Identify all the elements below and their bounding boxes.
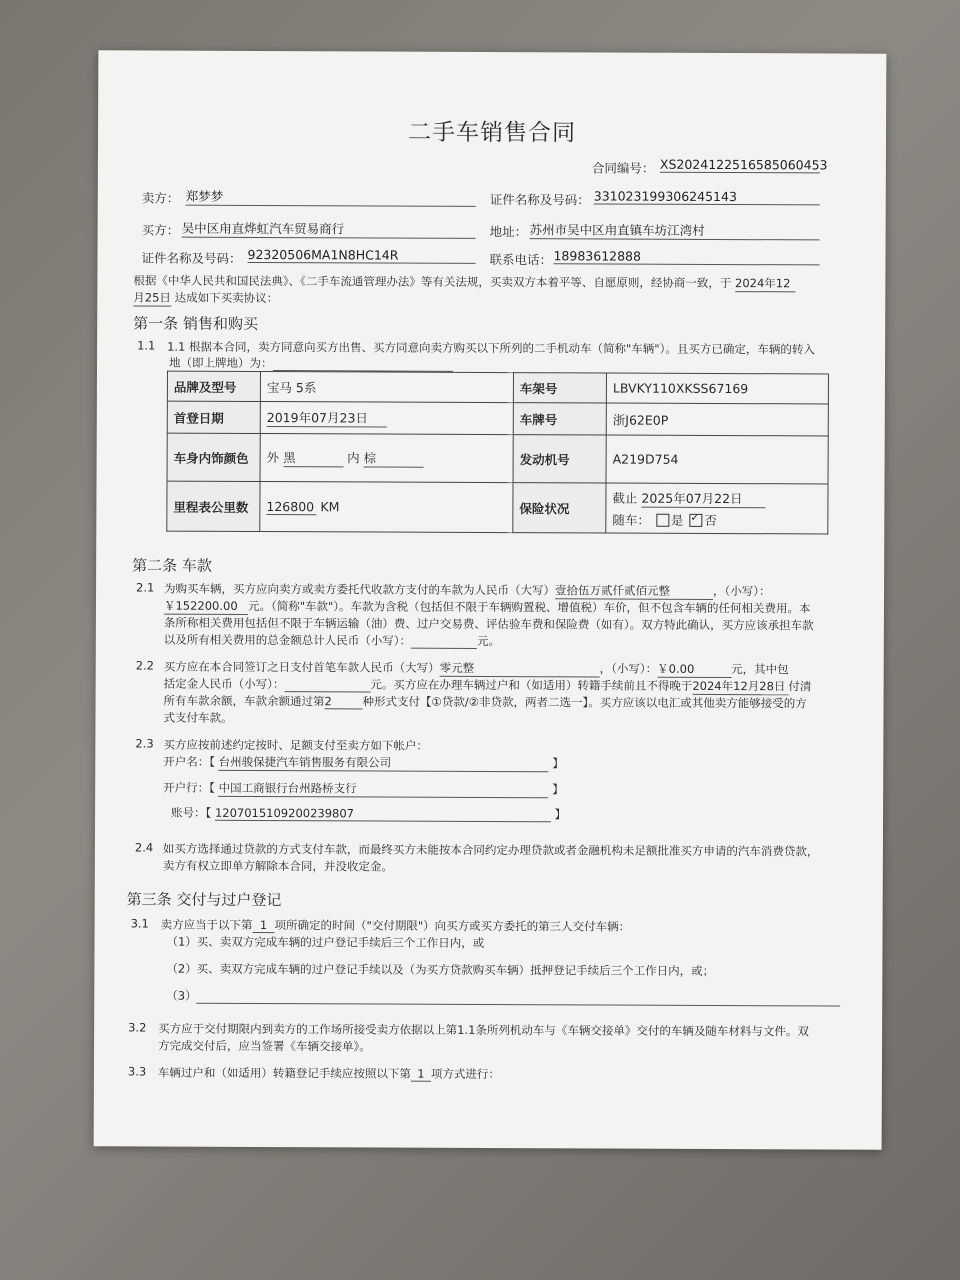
p24-line-1: 如买方选择通过贷款的方式支付车款，而最终买方未能按本合同约定办理贷款或者金融机构未足额批准买方申请的汽车消费贷款， bbox=[162, 841, 819, 859]
intro-text: 根据《中华人民共和国民法典》、《二手车流通管理办法》等有关法规，买卖双方本着平等、自愿原则，经协商一致，于 2024年12 bbox=[133, 272, 795, 292]
p22-line-1: 买方应在本合同签订之日支付首笔车款人民币（大写）零元整 ，（小写）：￥0.00 元，其中包 bbox=[163, 659, 789, 677]
p21-line-3: 条所称相关费用包括但不限于车辆运输（油）费、过户交易费、评估验车费和保险费（如有）。双方特此确认，买方应该承担车款 bbox=[163, 615, 814, 633]
p33-line-1: 车辆过户和（如适用）转籍登记手续应按照以下第 1 项方式进行： bbox=[157, 1065, 500, 1082]
engine-value: A219D754 bbox=[606, 435, 828, 484]
p32-line-1: 买方应于交付期限内到卖方的工作场所接受卖方依据以上第1.1条所列机动车与《车辆交接单》交付的车辆及随车材料与文件。双 bbox=[158, 1021, 809, 1039]
seller-id-label: 证件名称及号码： bbox=[489, 191, 590, 208]
p31-option-1: （1）买、卖双方完成车辆的过户登记手续后三个工作日内，或 bbox=[166, 934, 485, 950]
p11-text-2: 地（即上牌地）为： bbox=[169, 355, 453, 372]
seller-name: 郑梦梦 bbox=[186, 187, 476, 207]
account-no-row: 账号：【 1207015109200239807 】 bbox=[171, 805, 567, 822]
odometer-label: 里程表公里数 bbox=[167, 481, 260, 531]
intro-date-day: 月25日 bbox=[133, 290, 171, 305]
p33-number: 3.3 bbox=[127, 1064, 147, 1079]
p31-number: 3.1 bbox=[130, 916, 149, 931]
insurance-label: 保险状况 bbox=[513, 483, 606, 533]
contract-no: XS2024122516585060453 bbox=[659, 156, 828, 173]
reg-value: 2019年07月23日 bbox=[260, 401, 513, 434]
contract-no-label: 合同编号： bbox=[591, 160, 655, 176]
address-label: 地址： bbox=[489, 223, 528, 240]
p11-text-1: 1.1 根据本合同，卖方同意向买方出售、买方同意向卖方购买以下所列的二手机动车（简称"车辆"）。且买方已确定，车辆的转入 bbox=[167, 339, 815, 357]
p21-line-2: ￥152200.00 元。（简称"车款"）。车款为含税（包括但不限于车辆购置税、增值税）车价，但不包含车辆的任何相关费用。本 bbox=[163, 598, 811, 616]
seller-id: 331023199306245143 bbox=[594, 188, 820, 205]
brand-label: 品牌及型号 bbox=[167, 371, 260, 401]
p11-number: 1.1 bbox=[137, 338, 156, 353]
p22-number: 2.2 bbox=[135, 658, 155, 673]
p23-number: 2.3 bbox=[135, 736, 154, 751]
vehicle-table bbox=[166, 371, 829, 535]
p21-lower-amount: ￥152200.00 bbox=[164, 598, 248, 615]
buyer-label: 买方： bbox=[141, 222, 180, 238]
account-no: 1207015109200239807 bbox=[215, 806, 551, 822]
p24-number: 2.4 bbox=[134, 840, 154, 855]
vin-label: 车架号 bbox=[513, 373, 606, 403]
p21-line-4: 以及所有相关费用的总金额总计人民币（小写）： 元。 bbox=[163, 632, 501, 649]
p22-line-2: 括定金人民币（小写）： 元。买方应在办理车辆过户和（如适用）转籍手续前且不得晚于2024年12月28日 付清 bbox=[163, 676, 812, 694]
p21-number: 2.1 bbox=[136, 580, 155, 595]
p23-line-1: 买方应按前述约定按时、足额支付至卖方如下帐户： bbox=[163, 737, 428, 753]
engine-label: 发动机号 bbox=[513, 435, 606, 483]
account-bank: 中国工商银行台州路桥支行 bbox=[219, 780, 549, 798]
phone-label: 联系电话： bbox=[489, 251, 553, 268]
p31-option-2: （2）买、卖双方完成车辆的过户登记手续以及（为买方贷款购买车辆）抵押登记手续后三个工作日内，或； bbox=[166, 961, 715, 978]
color-value: 外 黑 内 棕 bbox=[260, 433, 513, 482]
buyer-id-label: 证件名称及号码： bbox=[141, 250, 242, 266]
account-name: 台州骏保捷汽车销售服务有限公司 bbox=[219, 754, 549, 772]
insurance-value: 截止 2025年07月22日 随车： 是 ✓ 否 bbox=[606, 483, 828, 534]
vin-value: LBVKY110XKSS67169 bbox=[606, 373, 828, 404]
account-name-row: 开户名：【 台州骏保捷汽车销售服务有限公司 】 bbox=[163, 754, 564, 771]
plate-label: 车牌号 bbox=[513, 403, 606, 435]
seller-label: 卖方： bbox=[141, 190, 180, 206]
page-title: 二手车销售合同 bbox=[407, 119, 577, 147]
p32-number: 3.2 bbox=[128, 1020, 147, 1035]
article-2-title: 第二条 车款 bbox=[132, 556, 212, 575]
article-3-title: 第三条 交付与过户登记 bbox=[126, 890, 282, 910]
brand-value: 宝马 5系 bbox=[260, 371, 513, 402]
checkbox-yes[interactable] bbox=[656, 513, 669, 526]
buyer-address: 苏州市吴中区甪直镇车坊江湾村 bbox=[530, 220, 820, 240]
color-label: 车身内饰颜色 bbox=[167, 433, 260, 481]
account-bank-row: 开户行：【 中国工商银行台州路桥支行 】 bbox=[163, 780, 564, 797]
p22-line-3: 所有车款余额，车款余额通过第2 种形式支付【①贷款/②非贷款，两者二选一】。买方应该以电汇或其他卖方能够接受的方 bbox=[163, 693, 807, 711]
reg-label: 首登日期 bbox=[167, 401, 260, 433]
plate-value: 浙J62E0P bbox=[606, 403, 828, 436]
p31-line-1: 卖方应当于以下第 1 项所确定的时间（"交付期限"）向买方或买方委托的第三人交付车辆： bbox=[160, 917, 631, 934]
checkbox-no[interactable] bbox=[689, 513, 702, 526]
contract-page bbox=[94, 50, 887, 1149]
p31-option-3: （3） bbox=[166, 988, 840, 1007]
buyer-id: 92320506MA1N8HC14R bbox=[247, 247, 475, 264]
p21-line-1: 为购买车辆，买方应向卖方或卖方委托代收款方支付的车款为人民币（大写）壹拾伍万贰仟贰佰元整 ，（小写）： bbox=[164, 581, 771, 599]
p21-upper-amount: 壹拾伍万贰仟贰佰元整 bbox=[555, 582, 713, 600]
article-1-title: 第一条 销售和购买 bbox=[133, 314, 259, 333]
intro-text-2: 月25日 达成如下买卖协议： bbox=[133, 290, 279, 306]
p24-line-2: 卖方有权立即单方解除本合同，并没收定金。 bbox=[162, 858, 393, 874]
buyer-name: 吴中区甪直烨虹汽车贸易商行 bbox=[182, 219, 476, 239]
buyer-phone: 18983612888 bbox=[553, 248, 819, 265]
p22-line-4: 式支付车款。 bbox=[163, 710, 233, 725]
odometer-value: 126800 KM bbox=[260, 481, 513, 532]
p32-line-2: 方完成交付后，应当签署《车辆交接单》。 bbox=[158, 1038, 371, 1054]
intro-date-year: 2024年12 bbox=[735, 275, 795, 292]
